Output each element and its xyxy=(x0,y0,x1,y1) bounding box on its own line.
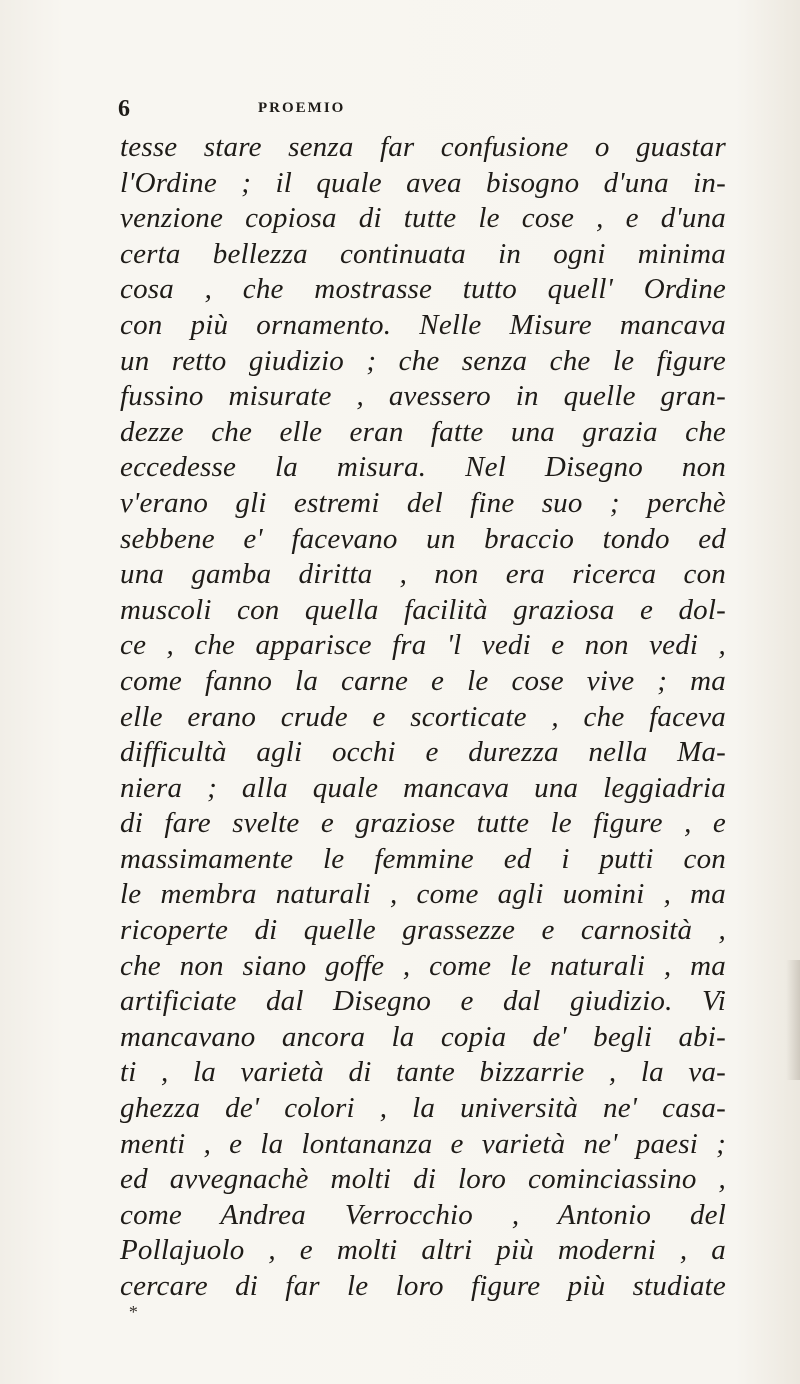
text-line: niera ; alla quale mancava una leggiadria xyxy=(120,771,726,804)
text-line: eccedesse la misura. Nel Disegno non xyxy=(120,451,726,484)
text-line: ed avvegnachè molti di loro cominciassino , xyxy=(120,1163,726,1196)
page-header xyxy=(118,96,718,126)
text-line: fussino misurate , avessero in quelle gran- xyxy=(120,380,726,413)
text-line: tesse stare senza far confusione o guastar xyxy=(120,131,726,163)
text-line: l'Ordine ; il quale avea bisogno d'una in- xyxy=(120,166,726,199)
signature-mark: * xyxy=(128,1302,137,1322)
text-line: cercare di far le loro figure più studiate xyxy=(120,1270,726,1302)
text-line: artificiate dal Disegno e dal giudizio. Vi xyxy=(120,985,726,1018)
text-line: con più ornamento. Nelle Misure mancava xyxy=(120,308,726,341)
text-line: ti , la varietà di tante bizzarrie , la va- xyxy=(120,1056,726,1089)
text-line: mancavano ancora la copia de' begli abi- xyxy=(120,1020,726,1053)
text-line: dezze che elle eran fatte una grazia che xyxy=(120,415,726,448)
text-line: come Andrea Verrocchio , Antonio del xyxy=(120,1198,726,1231)
text-line: una gamba diritta , non era ricerca con xyxy=(120,558,726,591)
text-line: cosa , che mostrasse tutto quell' Ordine xyxy=(120,273,726,306)
text-line: ce , che apparisce fra 'l vedi e non vedi , xyxy=(120,629,726,662)
text-line: difficultà agli occhi e durezza nella Ma- xyxy=(120,736,726,769)
text-line: v'erano gli estremi del fine suo ; perchè xyxy=(120,486,726,519)
text-line: come fanno la carne e le cose vive ; ma xyxy=(120,664,726,697)
page-number: 6 xyxy=(118,96,131,122)
text-line: che non siano goffe , come le naturali , ma xyxy=(120,949,726,982)
text-line: ghezza de' colori , la università ne' casa- xyxy=(120,1092,726,1125)
text-line: massimamente le femmine ed i putti con xyxy=(120,842,726,875)
text-line: muscoli con quella facilità graziosa e dol- xyxy=(120,593,726,626)
text-line: Pollajuolo , e molti altri più moderni , a xyxy=(120,1234,726,1267)
text-line: un retto giudizio ; che senza che le figure xyxy=(120,344,726,377)
text-line: venzione copiosa di tutte le cose , e d'una xyxy=(120,202,726,235)
text-line: elle erano crude e scorticate , che faceva xyxy=(120,700,726,733)
running-head: PROEMIO xyxy=(258,100,346,116)
body-text xyxy=(120,130,726,1305)
text-line: certa bellezza continuata in ogni minima xyxy=(120,237,726,270)
text-line: sebbene e' facevano un braccio tondo ed xyxy=(120,522,726,555)
text-line: di fare svelte e graziose tutte le figure , e xyxy=(120,807,726,840)
text-line: menti , e la lontananza e varietà ne' paesi ; xyxy=(120,1127,726,1160)
page-edge-shadow xyxy=(786,960,800,1080)
text-line: le membra naturali , come agli uomini , ma xyxy=(120,878,726,911)
text-line: ricoperte di quelle grassezze e carnosità , xyxy=(120,914,726,947)
